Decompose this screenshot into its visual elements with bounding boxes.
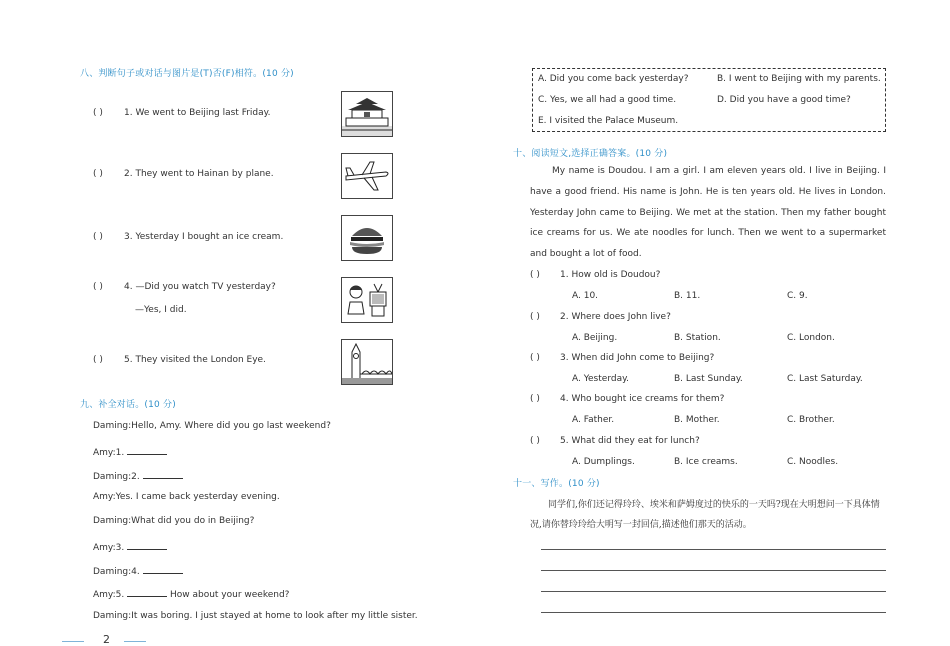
tv-icon [342,278,392,322]
statement-reply: —Yes, I did. [135,305,187,315]
reading-passage: My name is Doudou. I am a girl. I am eleven years old. I live in Beijing. I have a good friend. His name is John. He is ten years old. He lives in London. Yesterday John came to Beijing. We met at the station. Then my father bought ice creams for us. We ate noodles for lunch. Then we went to a supermarket and bought a lot of food. [530,166,886,260]
answer-blank-2[interactable] [143,469,183,479]
big-ben-picture [341,339,393,385]
dialog-line [93,492,280,502]
question-text: 4. Who bought ice creams for them? [560,394,725,404]
statement-text: 1. We went to Beijing last Friday. [124,108,271,118]
option-e: E. I visited the Palace Museum. [538,116,679,126]
hamburger-picture [341,215,393,261]
dialog-text: Daming:Hello, Amy. Where did you go last weekend? [93,421,331,431]
section-8-title: 八、判断句子或对话与图片是(T)否(F)相符。(10 分) [80,69,294,79]
big-ben-icon [342,340,392,384]
choice-c[interactable]: C. Brother. [787,415,835,425]
dialog-line [93,540,167,553]
answer-paren[interactable]: ( ) [93,232,103,242]
section-10-title: 十、阅读短文,选择正确答案。(10 分) [513,149,668,159]
choice-a[interactable]: A. Beijing. [572,333,618,343]
dialog-line [93,564,183,577]
dialog-text: Amy:1. [93,448,125,458]
dialog-text: Daming:4. [93,567,140,577]
question-text: 2. Where does John live? [560,312,671,322]
dialog-line [93,611,418,621]
page-number-dash [62,641,84,642]
choice-b[interactable]: B. 11. [674,291,701,301]
statement-text: 5. They visited the London Eye. [124,355,266,365]
option-c: C. Yes, we all had a good time. [538,95,677,105]
dialog-text: Daming:It was boring. I just stayed at home to look after my little sister. [93,611,418,621]
answer-blank-1[interactable] [127,445,167,455]
airplane-picture [341,153,393,199]
answer-paren[interactable]: ( ) [93,169,103,179]
answer-blank-3[interactable] [127,540,167,550]
choice-a[interactable]: A. 10. [572,291,599,301]
question-text: 5. What did they eat for lunch? [560,436,700,446]
answer-paren[interactable]: ( ) [530,394,540,404]
dialog-text: How about your weekend? [169,590,290,600]
answer-paren[interactable]: ( ) [530,270,540,280]
dialog-line [93,445,167,458]
choice-c[interactable]: C. 9. [787,291,808,301]
dialog-text: Daming:What did you do in Beijing? [93,516,255,526]
choice-b[interactable]: B. Mother. [674,415,720,425]
answer-blank-4[interactable] [143,564,183,574]
tiananmen-picture [341,91,393,137]
dialog-line [93,421,331,431]
section-9-title: 九、补全对话。(10 分) [80,400,176,410]
page-number-dash [124,641,146,642]
choice-c[interactable]: C. Noodles. [787,457,839,467]
page-number: 2 [103,633,110,646]
choice-c[interactable]: C. London. [787,333,835,343]
dialog-text: Amy:Yes. I came back yesterday evening. [93,492,280,502]
answer-paren[interactable]: ( ) [93,108,103,118]
choice-c[interactable]: C. Last Saturday. [787,374,863,384]
writing-prompt: 同学们,你们还记得玲玲、埃米和萨姆度过的快乐的一天吗?现在大明想问一下具体情况,请你替玲玲给大明写一封回信,描述他们那天的活动。 [530,500,880,530]
question-text: 1. How old is Doudou? [560,270,661,280]
option-d: D. Did you have a good time? [717,95,851,105]
writing-line[interactable] [541,570,886,571]
writing-line[interactable] [541,549,886,550]
dialog-line [93,516,254,526]
section-11-title: 十一、写作。(10 分) [513,479,600,489]
choice-b[interactable]: B. Last Sunday. [674,374,743,384]
choice-b[interactable]: B. Ice creams. [674,457,738,467]
tv-picture [341,277,393,323]
choice-a[interactable]: A. Yesterday. [572,374,629,384]
choice-a[interactable]: A. Father. [572,415,615,425]
tiananmen-icon [342,92,392,136]
answer-paren[interactable]: ( ) [530,312,540,322]
statement-text: 3. Yesterday I bought an ice cream. [124,232,284,242]
question-text: 3. When did John come to Beijing? [560,353,715,363]
hamburger-icon [342,216,392,260]
answer-paren[interactable]: ( ) [93,282,103,292]
dialog-line [93,469,183,482]
answer-blank-5[interactable] [127,587,167,597]
answer-paren[interactable]: ( ) [530,436,540,446]
airplane-icon [342,154,392,198]
option-a: A. Did you come back yesterday? [538,74,689,84]
dialog-text: Daming:2. [93,472,140,482]
statement-text: 2. They went to Hainan by plane. [124,169,274,179]
answer-paren[interactable]: ( ) [530,353,540,363]
writing-line[interactable] [541,591,886,592]
dialog-line [93,587,289,600]
dialog-text: Amy:5. [93,590,125,600]
dialog-text: Amy:3. [93,543,125,553]
choice-b[interactable]: B. Station. [674,333,721,343]
statement-text: 4. —Did you watch TV yesterday? [124,282,276,292]
choice-a[interactable]: A. Dumplings. [572,457,635,467]
writing-line[interactable] [541,612,886,613]
answer-paren[interactable]: ( ) [93,355,103,365]
option-b: B. I went to Beijing with my parents. [717,74,881,84]
